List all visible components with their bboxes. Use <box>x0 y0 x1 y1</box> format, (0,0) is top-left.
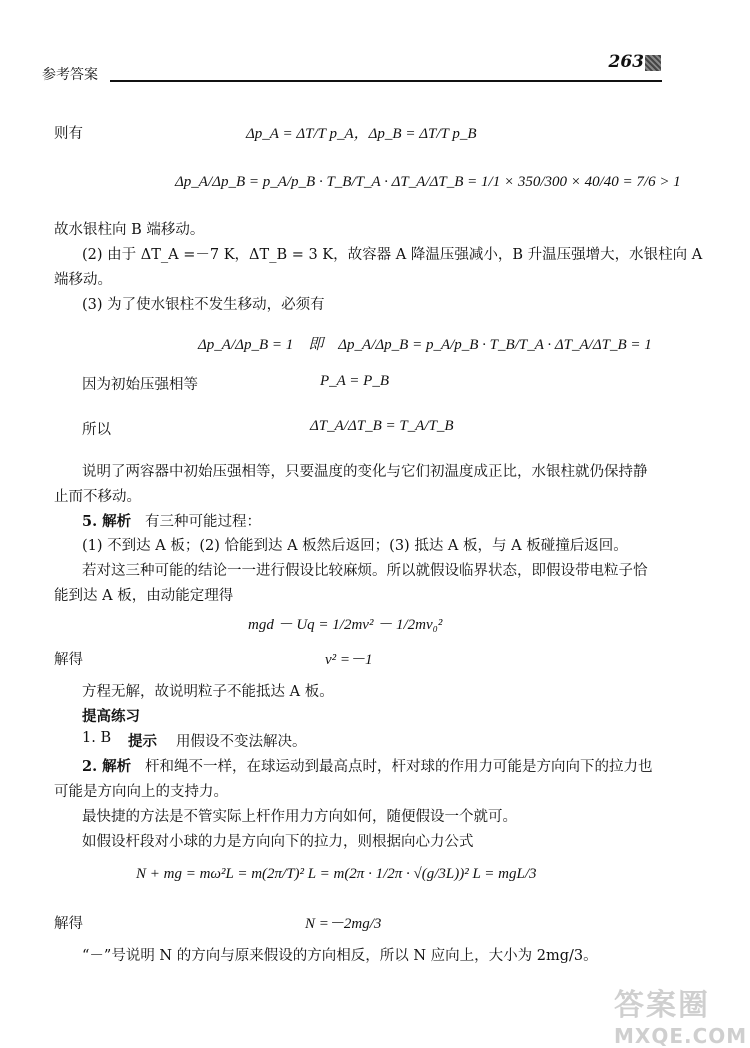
text-line: 止而不移动。 <box>54 489 141 505</box>
equation: Δp_A/Δp_B = p_A/p_B · T_B/T_A · ΔT_A/ΔT_B = 1/1 × 350/300 × 40/40 = 7/6 > 1 <box>175 174 681 190</box>
equation: Δp_A = ΔT/T p_A，Δp_B = ΔT/T p_B <box>246 126 477 142</box>
text-line: 端移动。 <box>54 272 112 288</box>
equation: P_A = P_B <box>320 373 390 389</box>
watermark-url: MXQE.COM <box>614 1024 748 1048</box>
text-line: 解得 <box>54 916 83 932</box>
text-line: 方程无解，故说明粒子不能抵达 A 板。 <box>82 684 334 700</box>
text-line: (1) 不到达 A 板；(2) 恰能到达 A 板然后返回；(3) 抵达 A 板，与 A 板碰撞后返回。 <box>82 538 628 554</box>
equation: Δp_A/Δp_B = 1 即 Δp_A/Δp_B = p_A/p_B · T_B/T_A · ΔT_A/ΔT_B = 1 <box>198 337 652 353</box>
text-line: 能到达 A 板，由动能定理得 <box>54 588 234 604</box>
question-label: 1. B <box>82 730 112 746</box>
text-line: (3) 为了使水银柱不发生移动，必须有 <box>82 297 325 313</box>
equation: N + mg = mω²L = m(2π/T)² L = m(2π · 1/2π · √(g/3L))² L = mgL/3 <box>136 866 537 882</box>
equation: ΔT_A/ΔT_B = T_A/T_B <box>310 418 454 434</box>
text-line: 杆和绳不一样，在球运动到最高点时，杆对球的作用力可能是方向向下的拉力也 <box>145 759 653 775</box>
page-corner-mark <box>645 55 661 71</box>
text-line: 解得 <box>54 652 83 668</box>
equation: N =－2mg/3 <box>305 916 382 932</box>
question-label: 5. 解析 <box>82 513 132 530</box>
text-line: 可能是方向向上的支持力。 <box>54 784 228 800</box>
equation: v² =－1 <box>325 652 373 668</box>
text-line: 如假设杆段对小球的力是方向向下的拉力，则根据向心力公式 <box>82 834 474 850</box>
text-line: 若对这三种可能的结论一一进行假设比较麻烦。所以就假设临界状态，即假设带电粒子恰 <box>82 563 648 579</box>
text-line: 则有 <box>54 126 83 142</box>
section-heading: 提高练习 <box>82 708 140 725</box>
text-line: 说明了两容器中初始压强相等，只要温度的变化与它们初温度成正比，水银柱就仍保持静 <box>82 464 648 480</box>
header-rule <box>110 80 662 82</box>
watermark-logo <box>614 980 748 1048</box>
question-label: 2. 解析 <box>82 758 132 775</box>
page-number: 263 <box>608 52 644 72</box>
hint-label: 提示 <box>128 733 157 750</box>
text-line: 故水银柱向 B 端移动。 <box>54 222 205 238</box>
header-title: 参考答案 <box>42 67 98 83</box>
text-line: 所以 <box>82 422 111 438</box>
text-line: “－”号说明 N 的方向与原来假设的方向相反，所以 N 应向上，大小为 2mg/3。 <box>82 948 598 964</box>
text-line: (2) 由于 ΔT_A =－7 K，ΔT_B = 3 K，故容器 A 降温压强减小，B 升温压强增大，水银柱向 A <box>82 247 703 263</box>
text-line: 用假设不变法解决。 <box>176 734 307 750</box>
equation: mgd － Uq = 1/2mv² － 1/2mv₀² <box>248 617 443 633</box>
text-line: 有三种可能过程： <box>145 514 261 530</box>
watermark-text: 答案圈 <box>614 988 710 1023</box>
text-line: 因为初始压强相等 <box>82 377 198 393</box>
text-line: 最快捷的方法是不管实际上杆作用力方向如何，随便假设一个就可。 <box>82 809 517 825</box>
